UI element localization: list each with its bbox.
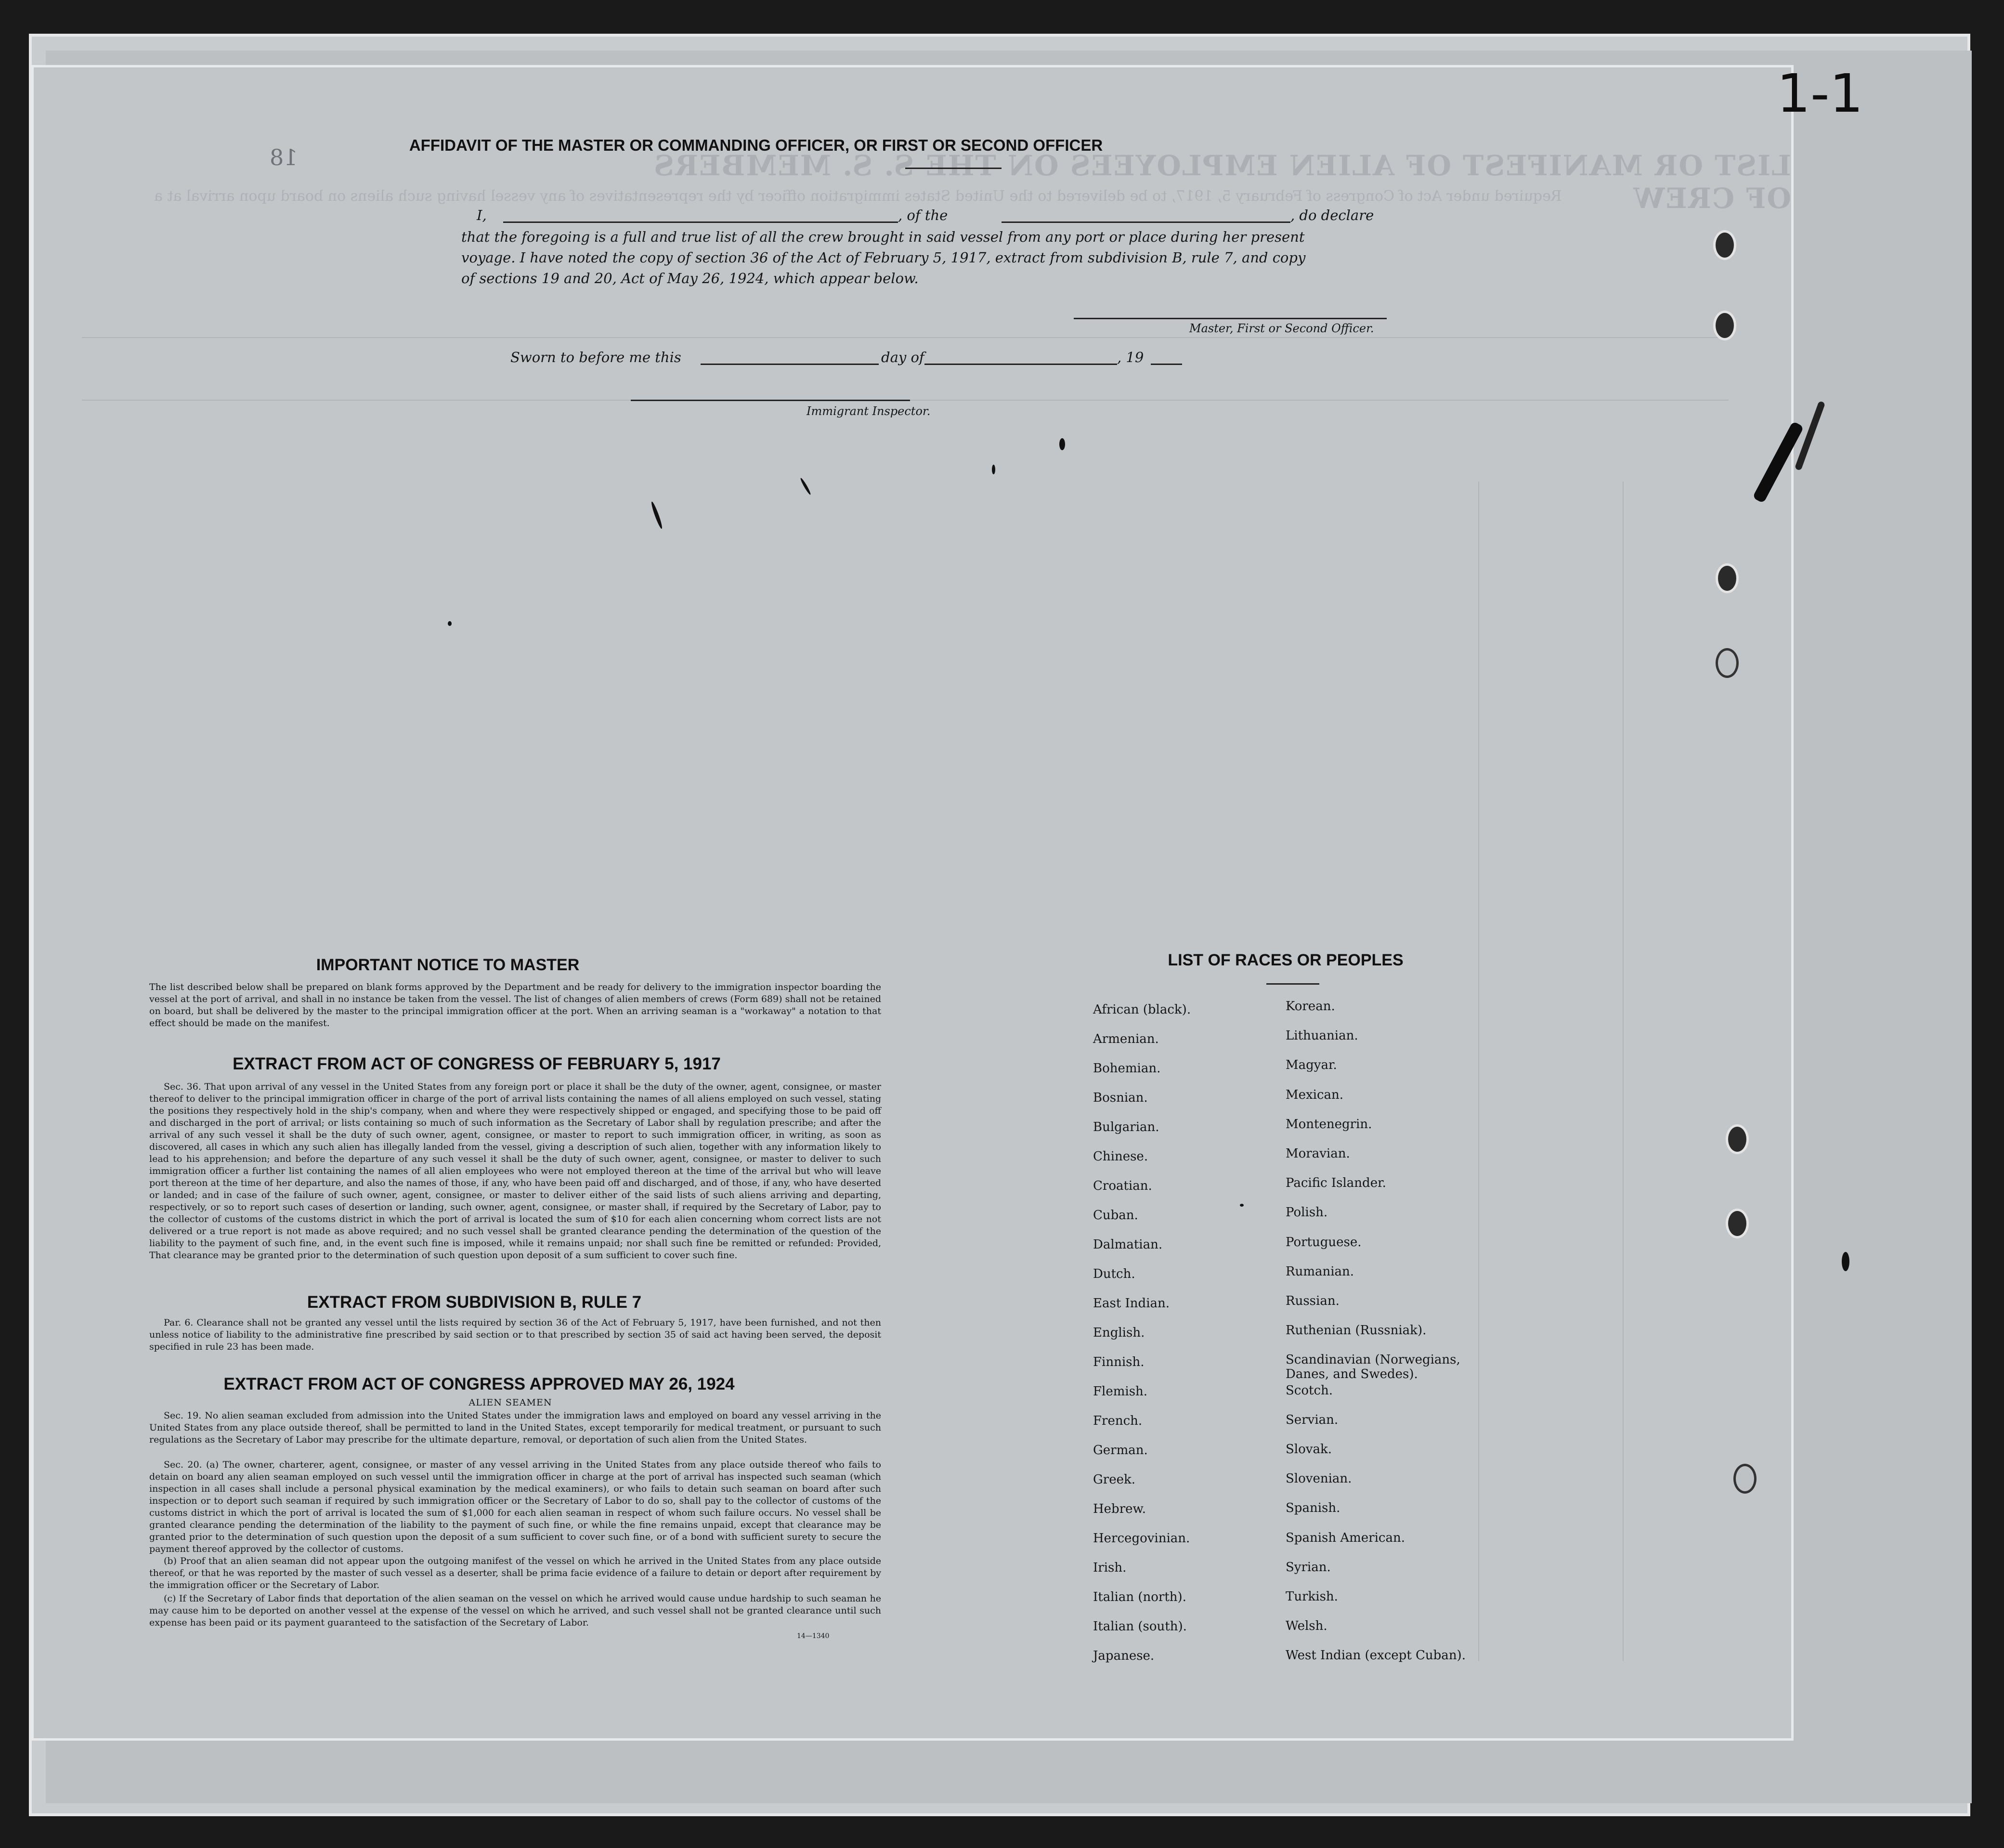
race-item: English. bbox=[1093, 1326, 1145, 1340]
race-item: Welsh. bbox=[1286, 1619, 1327, 1634]
inspector-signature-line bbox=[631, 400, 910, 401]
declaration-i: I, bbox=[477, 207, 487, 223]
extract-rule7-body: Par. 6. Clearance shall not be granted any vessel until the lists required by section 36 of the Act of February 5, 1917, have been furnished, and not then unless notice of liability to the administrative fine prescribed by said section or to that prescribed by section 35 of said act having been served, the deposit specified in rule 23 has been made. bbox=[149, 1317, 881, 1352]
ink-mark bbox=[1059, 438, 1065, 450]
race-item: Cuban. bbox=[1093, 1208, 1138, 1223]
extract-1924-sec20a: Sec. 20. (a) The owner, charterer, agent, consignee, or master of any vessel arriving in the United States from any place outside thereof who fails to detain on board any alien seaman employed on such vessel until the immigration officer in charge at the port of arrival has inspected such seaman (which inspection in all cases shall include a personal physical examination by the medical examiners), or who fails to detain such seaman on board after such inspection or to deport such seaman if required by such immigration officer or the Secretary of Labor to do so, shall pay to the collector of customs of the customs district in which the port of arrival is located the sum of $1,000 for each alien seaman in respect of whom such failure occurs. No vessel shall be granted clearance pending the determination of the liability to the payment of such fine, or while the fine remains unpaid, except that clearance may be granted prior to the determination of such question upon the deposit of a sum sufficient to cover such fine, or of a bond with sufficient surety to secure the payment thereof approved by the collector of customs. bbox=[149, 1459, 881, 1554]
sworn-line bbox=[510, 349, 1184, 368]
race-item: Montenegrin. bbox=[1286, 1117, 1372, 1132]
race-item: Hercegovinian. bbox=[1093, 1531, 1190, 1546]
declaration-line-4: of sections 19 and 20, Act of May 26, 1924, which appear below. bbox=[461, 270, 919, 286]
race-item: Slovenian. bbox=[1286, 1471, 1352, 1486]
race-item: Ruthenian (Russniak). bbox=[1286, 1323, 1427, 1338]
race-item: Scandinavian (Norwegians, Danes, and Swedes). bbox=[1286, 1353, 1460, 1382]
form-number: 14—1340 bbox=[797, 1632, 830, 1640]
inspector-label: Immigrant Inspector. bbox=[807, 404, 931, 418]
race-item: French. bbox=[1093, 1414, 1143, 1428]
sworn-year: , 19 bbox=[1117, 349, 1144, 365]
race-item: Russian. bbox=[1286, 1294, 1340, 1308]
bleed-through-title: LIST OR MANIFEST OF ALIEN EMPLOYEES ON THE S. S. MEMBERS OF CREW bbox=[653, 149, 1791, 215]
race-item: Turkish. bbox=[1286, 1589, 1338, 1604]
race-item: East Indian. bbox=[1093, 1296, 1170, 1311]
race-item: Spanish American. bbox=[1286, 1530, 1405, 1545]
race-item: Spanish. bbox=[1286, 1501, 1340, 1516]
race-item: Servian. bbox=[1286, 1412, 1339, 1427]
sworn-year-blank bbox=[1151, 364, 1182, 365]
extract-rule7-heading: EXTRACT FROM SUBDIVISION B, RULE 7 bbox=[307, 1293, 642, 1312]
race-item: Bosnian. bbox=[1093, 1091, 1148, 1105]
master-signature-line bbox=[1074, 318, 1387, 319]
race-item: Korean. bbox=[1286, 999, 1335, 1014]
race-item: Armenian. bbox=[1093, 1032, 1159, 1046]
ink-mark bbox=[992, 465, 995, 474]
sworn-month-blank bbox=[924, 364, 1117, 365]
race-item: Chinese. bbox=[1093, 1149, 1148, 1164]
races-heading: LIST OF RACES OR PEOPLES bbox=[1168, 951, 1404, 969]
notice-body: The list described below shall be prepared on blank forms approved by the Department and be ready for delivery to the immigration inspector boarding the vessel at the port of arrival, and shall in no instance be taken from the vessel. The list of changes of alien members of crews (Form 689) shall not be retained on board, but shall be delivered by the master to the principal immigration officer at the port. When an arriving seaman is a "workaway" a notation to that effect should be made on the manifest. bbox=[149, 982, 881, 1028]
notice-heading: IMPORTANT NOTICE TO MASTER bbox=[316, 956, 580, 974]
race-item: African (black). bbox=[1093, 1002, 1191, 1017]
race-item: German. bbox=[1093, 1443, 1148, 1458]
extract-1924-heading: EXTRACT FROM ACT OF CONGRESS APPROVED MAY 26, 1924 bbox=[223, 1375, 735, 1393]
declaration-line-3: voyage. I have noted the copy of section 36 of the Act of February 5, 1917, extract from subdivision B, rule 7, and copy bbox=[461, 249, 1306, 266]
race-item: Pacific Islander. bbox=[1286, 1176, 1386, 1191]
race-item: Syrian. bbox=[1286, 1560, 1331, 1575]
race-item: Japanese. bbox=[1093, 1649, 1155, 1663]
race-item: Moravian. bbox=[1286, 1146, 1350, 1161]
race-item: Bulgarian. bbox=[1093, 1120, 1159, 1134]
ink-mark bbox=[1842, 1252, 1849, 1271]
race-item: Hebrew. bbox=[1093, 1502, 1146, 1516]
heading-rule bbox=[905, 168, 1002, 169]
race-item: Italian (north). bbox=[1093, 1590, 1186, 1604]
race-item: Bohemian. bbox=[1093, 1061, 1161, 1076]
binder-hole bbox=[1733, 1464, 1757, 1494]
form-page bbox=[34, 67, 1791, 1738]
binder-hole bbox=[1713, 230, 1736, 260]
race-item: Dalmatian. bbox=[1093, 1237, 1163, 1252]
extract-1917-heading: EXTRACT FROM ACT OF CONGRESS OF FEBRUARY 5, 1917 bbox=[233, 1054, 721, 1073]
alien-seamen-subheading: ALIEN SEAMEN bbox=[468, 1397, 552, 1408]
race-item: Greek. bbox=[1093, 1472, 1135, 1487]
extract-1924-sec19: Sec. 19. No alien seaman excluded from admission into the United States under the immigration laws and employed on board any vessel arriving in the United States from any place outside thereof, shall be permitted to land in the United States, except temporarily for medical treatment, or pursuant to such regulations as the Secretary of Labor may prescribe for the ultimate departure, removal, or deportation of such alien from the United States. bbox=[149, 1410, 881, 1445]
race-item: Portuguese. bbox=[1286, 1235, 1362, 1249]
extract-1924-sec20c: (c) If the Secretary of Labor finds that deportation of the alien seaman on the vessel on which he arrived would cause undue hardship to such seaman he may cause him to be deported on another vessel at the expense of the vessel on which he arrived, and such vessel shall not be granted clearance until such expense has been paid or its payment guaranteed to the satisfaction of the Secretary of Labor. bbox=[149, 1593, 881, 1628]
sworn-text: Sworn to before me this bbox=[510, 349, 681, 365]
race-item: Slovak. bbox=[1286, 1442, 1332, 1457]
declaration-do-declare: , do declare bbox=[1290, 207, 1374, 223]
race-item: Scotch. bbox=[1286, 1383, 1333, 1398]
vessel-blank bbox=[1002, 221, 1290, 223]
master-signature-label: Master, First or Second Officer. bbox=[1189, 322, 1374, 335]
binder-hole bbox=[1726, 1124, 1749, 1154]
binder-hole bbox=[1716, 648, 1739, 678]
race-item: Lithuanian. bbox=[1286, 1028, 1358, 1043]
name-blank bbox=[503, 221, 898, 223]
declaration-line-1 bbox=[477, 207, 1416, 226]
race-item: Finnish. bbox=[1093, 1355, 1145, 1369]
ink-mark bbox=[448, 621, 452, 626]
race-item: Flemish. bbox=[1093, 1384, 1148, 1399]
declaration-of-the: , of the bbox=[898, 207, 948, 223]
binder-hole bbox=[1726, 1209, 1749, 1238]
binder-hole bbox=[1713, 311, 1736, 340]
sworn-day-of: day of bbox=[881, 349, 924, 365]
sworn-date-blank bbox=[701, 364, 879, 365]
race-item: West Indian (except Cuban). bbox=[1286, 1648, 1466, 1663]
race-item: Mexican. bbox=[1286, 1087, 1344, 1102]
races-heading-rule bbox=[1266, 983, 1319, 985]
extract-1924-sec20b: (b) Proof that an alien seaman did not appear upon the outgoing manifest of the vessel on which he arrived in the United States from any place outside thereof, or that he was reported by the master of such vessel as a deserter, shall be prima facie evidence of a failure to detain or deport after requirement by the immigration officer or the Secretary of Labor. bbox=[149, 1556, 881, 1590]
race-item: Dutch. bbox=[1093, 1267, 1135, 1281]
extract-1917-body: Sec. 36. That upon arrival of any vessel in the United States from any foreign port or place it shall be the duty of the owner, agent, consignee, or master thereof to deliver to the principal immigration officer in charge of the port of arrival lists containing the names of all aliens employed on such vessel, stating the positions they respectively hold in the ship's company, when and where they were respectively shipped or engaged, and specifying those to be paid off and discharged in the port of arrival; or lists containing so much of such information as the Secretary of Labor shall by regulation prescribe; and after the arrival of any such vessel it shall be the duty of such owner, agent, consignee, or master to report to such immigration officer, in writing, as soon as discovered, all cases in which any such alien has illegally landed from the vessel, giving a description of such alien, together with any information likely to lead to his apprehension; and before the departure of any such vessel it shall be the duty of such owner, agent, consignee, or master to deliver to such immigration officer a further list containing the names of all alien employees who were not employed thereon at the time of the arrival but who will leave port thereon at the time of her departure, and also the names of those, if any, who have been paid off and discharged, and of those, if any, who have deserted or landed; and in case of the failure of such owner, agent, consignee, or master to deliver either of the said lists of such aliens arriving and departing, respectively, or so to report such cases of desertion or landing, such owner, agent, consignee, or master shall, if required by the Secretary of Labor, pay to the collector of customs of the customs district in which the port of arrival is located the sum of $10 for each alien concerning whom correct lists are not delivered or a true report is not made as above required; and no such vessel shall be granted clearance pending the determination of the question of the liability to the payment of such fine, and, in the event such fine is imposed, while it remains unpaid; nor shall such fine be remitted or refunded: Provided, That clearance may be granted prior to the determination of such question upon deposit of a sum sufficient to cover such fine. bbox=[149, 1081, 881, 1261]
declaration-line-2: that the foregoing is a full and true list of all the crew brought in said vessel from any port or place during her present bbox=[461, 229, 1305, 245]
binder-hole bbox=[1716, 563, 1739, 593]
page-number: 18 bbox=[270, 144, 298, 170]
ink-mark bbox=[1240, 1204, 1244, 1207]
race-item: Croatian. bbox=[1093, 1179, 1152, 1193]
sheet-mark: 1-1 bbox=[1777, 63, 1863, 124]
race-item: Rumanian. bbox=[1286, 1264, 1354, 1279]
bleed-through-subtitle: Required under Act of Congress of February 5, 1917, to be delivered to the United States immigration officer by the representatives of any vessel having such aliens on board upon arrival at a bbox=[154, 188, 1562, 205]
affidavit-heading: AFFIDAVIT OF THE MASTER OR COMMANDING OFFICER, OR FIRST OR SECOND OFFICER bbox=[409, 136, 1103, 154]
race-item: Irish. bbox=[1093, 1561, 1127, 1575]
race-item: Polish. bbox=[1286, 1205, 1328, 1220]
race-item: Magyar. bbox=[1286, 1058, 1337, 1073]
race-item: Italian (south). bbox=[1093, 1619, 1187, 1634]
